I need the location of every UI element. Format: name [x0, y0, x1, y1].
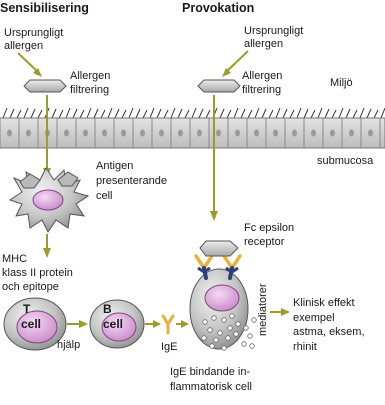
granule	[210, 344, 215, 349]
filter-left-label-1: Allergen	[70, 70, 111, 82]
effect-label-2: exempel	[293, 312, 335, 324]
epithelium-nucleus	[197, 130, 202, 137]
ige-to-mast-arrowhead	[181, 320, 189, 328]
effect-label-1: Klinisk effekt	[293, 297, 355, 309]
mediatorer-label: mediatorer	[257, 283, 269, 336]
cilium	[136, 109, 140, 118]
epithelium-nucleus	[349, 130, 354, 137]
cilium	[157, 109, 161, 118]
granule	[244, 326, 249, 331]
granule	[234, 332, 239, 337]
mast-label-1: IgE bindande in-	[170, 366, 251, 378]
granule	[242, 342, 247, 347]
granule	[222, 318, 227, 323]
cilium	[129, 108, 133, 118]
cilium	[80, 110, 84, 118]
cilium	[360, 108, 364, 118]
allergen-left-label-1: Ursprungligt	[4, 27, 64, 39]
b-cell-label-1: B	[103, 302, 112, 316]
antigen-presenting-cell	[10, 168, 88, 232]
mast-cell-nucleus	[205, 285, 239, 311]
apc-label-2: presenterande	[96, 175, 167, 187]
epithelium-nucleus	[216, 130, 221, 137]
ige-label: IgE	[161, 341, 178, 353]
allergen-right-label-1: Ursprungligt	[244, 25, 304, 37]
cilium	[276, 108, 280, 118]
submucosa-label: submucosa	[317, 155, 374, 167]
filter-right-label-1: Allergen	[242, 70, 283, 82]
cilium	[73, 109, 77, 118]
granule	[236, 322, 241, 327]
granule	[212, 316, 217, 321]
apc-label-1: Antigen	[96, 160, 134, 172]
apc-label-3: cell	[96, 190, 113, 202]
epithelium-nucleus	[311, 130, 316, 137]
filter-right-label-2: filtrering	[242, 84, 282, 96]
t-cell-label-1: T	[23, 302, 31, 316]
granule	[222, 346, 227, 351]
cilium	[367, 109, 371, 118]
cilium	[353, 110, 357, 118]
cilium	[24, 108, 28, 118]
hjalp-label: hjälp	[57, 339, 81, 351]
cilium	[332, 110, 336, 118]
cilium	[269, 110, 273, 118]
granule	[252, 318, 257, 323]
cilium	[52, 109, 56, 118]
epithelium-nucleus	[64, 130, 69, 137]
granule	[208, 328, 213, 333]
cilium	[339, 108, 343, 118]
allergen-left-label-2: allergen	[4, 40, 44, 52]
ige-antibody-icon	[163, 316, 173, 333]
cilium	[290, 110, 294, 118]
epithelium-nucleus	[26, 130, 31, 137]
epithelium-nucleus	[254, 130, 259, 137]
cilium	[143, 110, 147, 118]
cilium	[171, 108, 175, 118]
cilium	[374, 110, 378, 118]
effect-label-4: rhinit	[293, 341, 317, 353]
granule	[226, 336, 231, 341]
epithelium-nucleus	[102, 130, 107, 137]
cilium	[17, 110, 21, 118]
cilium	[122, 110, 126, 118]
cilium	[311, 110, 315, 118]
cilium	[381, 108, 385, 118]
cilium	[220, 109, 224, 118]
cilium	[87, 108, 91, 118]
granule	[250, 344, 255, 349]
header-sensibilisering: Sensibilisering	[0, 1, 89, 15]
epithelium-nucleus	[273, 130, 278, 137]
cilium	[164, 110, 168, 118]
cilium	[318, 108, 322, 118]
cilium	[262, 109, 266, 118]
t-to-b-arrowhead	[79, 320, 88, 328]
t-cell-label-2: cell	[21, 317, 42, 331]
granule	[202, 336, 207, 341]
bound-allergen-plate	[200, 241, 238, 256]
cilium	[297, 108, 301, 118]
granule	[214, 338, 219, 343]
granule	[218, 331, 223, 336]
mhc-label-3: och epitope	[2, 281, 59, 293]
epithelium-nucleus	[330, 130, 335, 137]
epithelium-cilia	[3, 108, 385, 118]
cilium	[241, 109, 245, 118]
cilium	[304, 109, 308, 118]
epithelium-nucleus	[368, 130, 373, 137]
epithelium-nucleus	[121, 130, 126, 137]
epithelium-nucleus	[159, 130, 164, 137]
miljo-label: Miljö	[330, 77, 353, 89]
cilium	[234, 108, 238, 118]
cilium	[248, 110, 252, 118]
granule	[203, 320, 208, 325]
cilium	[108, 108, 112, 118]
fc-label-1: Fc epsilon	[244, 222, 295, 234]
cilium	[227, 110, 231, 118]
epithelium-nucleus	[7, 130, 12, 137]
b-cell-label-2: cell	[103, 317, 124, 331]
allergen-right-label-2: allergen	[244, 38, 284, 50]
cilium	[199, 109, 203, 118]
mhc-label-1: MHC	[2, 253, 28, 265]
granule	[228, 326, 233, 331]
filter-left-label-2: filtrering	[70, 84, 110, 96]
cilium	[94, 109, 98, 118]
cilium	[150, 108, 154, 118]
granule	[230, 314, 235, 319]
cilium	[206, 110, 210, 118]
effect-label-3: astma, eksem,	[293, 326, 365, 338]
b-cell	[90, 300, 144, 348]
mhc-label-2: klass II protein	[2, 267, 73, 279]
epithelium-layer	[0, 118, 385, 148]
fc-label-2: receptor	[244, 236, 285, 248]
epithelium-nucleus	[178, 130, 183, 137]
cilium	[185, 110, 189, 118]
cilium	[325, 109, 329, 118]
cilium	[283, 109, 287, 118]
header-provokation: Provokation	[182, 1, 255, 15]
epithelium-nucleus	[235, 130, 240, 137]
epithelium-nucleus	[83, 130, 88, 137]
cilium	[66, 108, 70, 118]
cilium	[31, 109, 35, 118]
epithelium-nucleus	[140, 130, 145, 137]
b-to-ige-arrowhead	[153, 320, 161, 328]
granule	[248, 334, 253, 339]
allergen-plate-left	[24, 80, 66, 92]
apc-down-arrowhead	[43, 248, 51, 258]
mast-label-2: flammatorisk cell	[170, 381, 252, 393]
cilium	[10, 109, 14, 118]
epithelium-nucleus	[292, 130, 297, 137]
mast-cell	[190, 269, 256, 350]
cilium	[192, 108, 196, 118]
cilium	[101, 110, 105, 118]
apc-nucleus	[33, 190, 63, 210]
mast-to-effect-arrowhead	[281, 308, 290, 316]
cilium	[255, 108, 259, 118]
cilium	[115, 109, 119, 118]
allergen-plate-right	[198, 80, 240, 92]
cilium	[59, 110, 63, 118]
cilium	[38, 110, 42, 118]
cilium	[346, 109, 350, 118]
cilium	[3, 108, 7, 118]
cilium	[178, 109, 182, 118]
penetration-arrowhead-right	[210, 211, 218, 221]
